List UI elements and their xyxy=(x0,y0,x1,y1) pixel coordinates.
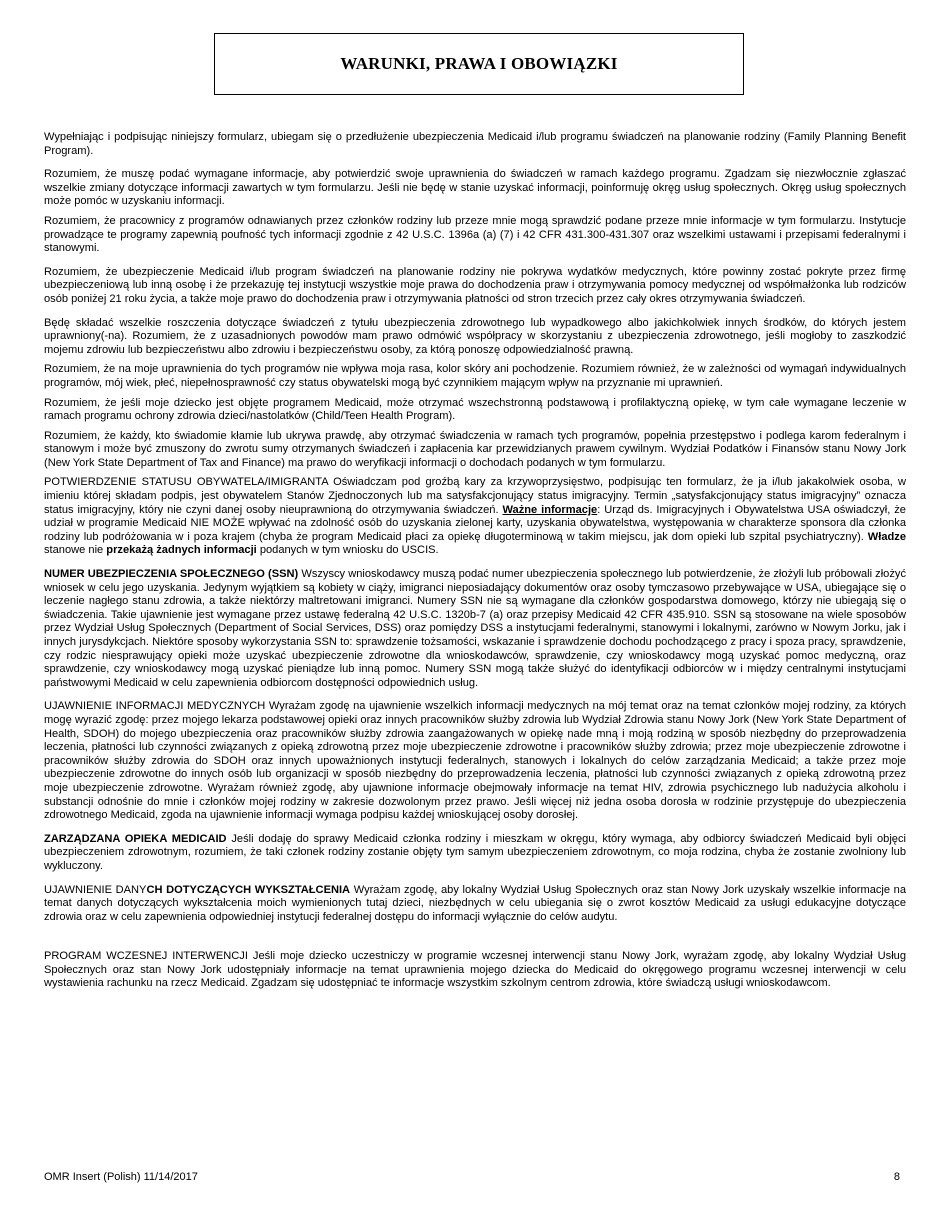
citizenship-text: POTWIERDZENIE STATUSU OBYWATELA/IMIGRANTA Oświadczam pod groźbą kary za krzywoprzysięstwo, podpisując ten formularz, że ja i/lub jakakolwiek osoba, w imieniu której składam podpis, jest obywatelem Stanów Zjednoczonych lub ma satysfakcjonujący status imigracyjny. Termin „satysfakcjonujący status imigracyjny” oznacza status imigracyjny, który nie czyni danej osoby nieuprawnioną do otrzymywania świadczeń. xyxy=(44,476,906,516)
citizenship-text-3: stanowe nie xyxy=(44,544,107,557)
footer-form-id: OMR Insert (Polish) 11/14/2017 xyxy=(44,1171,198,1183)
education-heading-bold: CH DOTYCZĄCYCH WYKSZTAŁCENIA xyxy=(146,883,351,896)
paragraph-education-records xyxy=(44,884,906,925)
ssn-text: Wszyscy wnioskodawcy muszą podać numer ubezpieczenia społecznego lub potwierdzenie, że złożyli lub próbowali złożyć wniosek w celu jego uzyskania. Jedynym wyjątkiem są kobiety w ciąży, imigranci nieposiadający dokumentów oraz osoby tymczasowo przebywające w USA, ubiegające się o leczenie nagłego stanu zdrowia, a także niektórzy maltretowani imigranci. Numery SSN nie są wymagane dla członków gospodarstwa domowego, którzy nie ubiegają się o świadczenia. Takie ujawnienie jest wymagane przez ustawę federalną 42 U.S.C. 1320b-7 (a) oraz przepisy Medicaid 42 CFR 435.910. SSN są stosowane na wiele sposobów przez Wydział Usług Społecznych (Department of Social Services, DSS) oraz pomiędzy DSS a instytucjami federalnymi, stanowymi i lokalnymi, zarówno w Nowym Jorku, jak i innych jurysdykcjach. Niektóre sposoby wykorzystania SSN to: sprawdzenie tożsamości, wskazanie i sprawdzenie dochodu pochodzącego z pracy i spoza pracy, sprawdzenie, czy rodzic niesprawujący opieki może uzyskać ubezpieczenie zdrowotne dla wnioskodawców, sprawdzenie, czy wnioskodawcy mogą uzyskać pomoc medyczną, oraz sprawdzenie, czy wnioskodawcy mogą uzyskać pieniądze lub inną pomoc. Numery SSN mogą także służyć do identyfikacji odbiorców w i między centralnymi instytucjami państwowymi Medicaid w celu zapewnienia odbiorcom dostępności odpowiednich usług. xyxy=(44,568,906,689)
paragraph-application: Wypełniając i podpisując niniejszy formularz, ubiegam się o przedłużenie ubezpieczenia Medicaid i/lub programu świadczeń na planowanie rodziny (Family Planning Benefit Program). xyxy=(44,131,906,157)
document-body xyxy=(44,131,906,997)
education-heading-start: UJAWNIENIE DANY xyxy=(44,883,147,896)
paragraph-child-teen-health: Rozumiem, że jeśli moje dziecko jest objęte programem Medicaid, może otrzymać wszechstronną podstawową i profilaktyczną opiekę, w tym całe wymagane leczenie w ramach programu ochrony zdrowia dzieci/nastolatków (Child/Teen Health Program). xyxy=(44,396,906,423)
paragraph-managed-care xyxy=(44,833,906,874)
footer-page-number: 8 xyxy=(893,1171,900,1183)
paragraph-medical-disclosure: UJAWNIENIE INFORMACJI MEDYCZNYCH Wyrażam zgodę na ujawnienie wszelkich informacji medycznych na mój temat oraz na temat członków mojej rodziny, za których mogę wyrazić zgodę: przez mojego lekarza podstawowej opieki oraz innych pracowników służby zdrowia lub Wydział Zdrowia stanu Nowy Jork (New York State Department of Health, SDOH) do mojego ubezpieczenia oraz pracowników służby zdrowia zaangażowanych w opiekę nade mną i moją rodziną w sposób niezbędny do przeprowadzenia leczenia, płatności lub czynności związanych z opieką zdrowotną przez moje ubezpieczenie zdrowotne i pracowników służby zdrowia; przez moje ubezpieczenie zdrowotne i pracowników służby zdrowia do SDOH oraz innych upoważnionych instytucji federalnych, stanowych i lokalnych do celów zarządzania Medicaid; a także przez moje ubezpieczenie zdrowotne do innych osób lub organizacji w sposób niezbędny do przeprowadzenia leczenia, płatności lub czynności związanych z opieką zdrowotną przez moje ubezpieczenie zdrowotne. Wyrażam również zgodę, aby ujawnione informacje obejmowały informacje na temat HIV, zdrowia psychicznego lub nadużycia alkoholu i substancji odnośnie do mnie i członków mojej rodziny w zakresie dozwolonym przez prawo. Jeśli więcej niż jedna osoba dorosła w rodzinie przystępuje do ubezpieczenia zdrowotnego Medicaid, zgoda na ujawnienie informacji wymaga podpisu każdej wnioskującej osoby dorosłej. xyxy=(44,700,906,822)
paragraph-information-requirements: Rozumiem, że muszę podać wymagane informacje, aby potwierdzić swoje uprawnienia do świadczeń w ramach każdego programu. Zgadzam się niezwłocznie zgłaszać wszelkie zmiany dotyczące informacji zawartych w tym formularzu. Jeśli nie będę w stanie uzyskać informacji, poinformuję okręg usług społecznych. Okręg usług społecznych może pomóc w uzyskaniu informacji. xyxy=(44,168,906,208)
no-info-shared-label: przekażą żadnych informacji xyxy=(106,544,257,557)
title-box xyxy=(214,33,744,95)
managed-care-heading: ZARZĄDZANA OPIEKA MEDICAID xyxy=(44,832,227,845)
citizenship-text-4: podanych w tym wniosku do USCIS. xyxy=(256,544,439,557)
page-title: WARUNKI, PRAWA I OBOWIĄZKI xyxy=(340,54,618,73)
education-text: Wyrażam zgodę, aby lokalny Wydział Usług Społecznych oraz stan Nowy Jork uzyskały wszelkie informacje na temat danych dotyczących wykształcenia moich wymienionych tutaj dzieci, niezbędnych w celu ubiegania się o zwrot kosztów Medicaid za usługi edukacyjne dotyczące zdrowia oraz w celu zapewnienia odpowiedniej instytucji federalnej dostępu do informacji wyłącznie do celów audytu. xyxy=(44,883,906,923)
paragraph-fraud: Rozumiem, że każdy, kto świadomie kłamie lub ukrywa prawdę, aby otrzymać świadczenia w ramach tych programów, popełnia przestępstwo i podlega karom federalnym i stanowym i może być zmuszony do zwrotu sumy otrzymanych świadczeń i zapłacenia kar przewidzianych prawem cywilnym. Wydział Podatków i Finansów stanu Nowy Jork (New York State Department of Tax and Finance) ma prawo do weryfikacji informacji o dochodach podanych w tym formularzu. xyxy=(44,429,906,469)
paragraph-nondiscrimination: Rozumiem, że na moje uprawnienia do tych programów nie wpływa moja rasa, kolor skóry ani pochodzenie. Rozumiem również, że w zależności od wymagań indywidualnych programów, mój wiek, płeć, niepełnosprawność czy status obywatelski mogą być czynnikiem mającym wpływ na przyznanie mi uprawnień. xyxy=(44,363,906,389)
paragraph-claims: Będę składać wszelkie roszczenia dotyczące świadczeń z tytułu ubezpieczenia zdrowotnego lub wypadkowego albo jakichkolwiek innych środków, do których jestem uprawniony(-na). Rozumiem, że z uzasadnionych powodów mam prawo odmówić współpracy w skorzystaniu z ubezpieczenia zdrowotnego, jeśli mogłoby to zaszkodzić mojemu zdrowiu lub bezpieczeństwu albo zdrowiu i bezpieczeństwu osoby, za którą ponoszę odpowiedzialność prawną. xyxy=(44,316,906,356)
paragraph-ssn xyxy=(44,568,906,690)
ssn-heading: NUMER UBEZPIECZENIA SPOŁECZNEGO (SSN) xyxy=(44,568,299,581)
paragraph-citizenship xyxy=(44,476,906,558)
authorities-label: Władze xyxy=(867,530,906,543)
paragraph-third-party: Rozumiem, że ubezpieczenie Medicaid i/lub program świadczeń na planowanie rodziny nie pokrywa wydatków medycznych, które powinny zostać pokryte przez firmę ubezpieczeniową lub inną osobę i że przekazuję tej instytucji wszystkie moje prawa do dochodzenia praw i otrzymywania pomocy medycznej od współmałżonka lub rodziców osób poniżej 21 roku życia, a także moje prawo do dochodzenia praw i otrzymywania płatności od stron trzecich przez cały okres otrzymywania świadczeń. xyxy=(44,265,906,305)
paragraph-verification: Rozumiem, że pracownicy z programów odnawianych przez członków rodziny lub przeze mnie mogą sprawdzić podane przeze mnie informacje w tym formularzu. Instytucje prowadzące te programy zapewnią poufność tych informacji zgodnie z 42 U.S.C. 1396a (a) (7) i 42 CFR 431.300-431.307 oraz wszelkimi ustawami i przepisami federalnymi i stanowymi. xyxy=(44,214,906,255)
managed-care-text: Jeśli dodaję do sprawy Medicaid członka rodziny i mieszkam w okręgu, który wymaga, aby odbiorcy świadczeń Medicaid byli objęci ubezpieczeniem zdrowotnym, rozumiem, że taki członek rodziny zostanie objęty tym samym ubezpieczeniem zdrowotnym, co moja rodzina, chyba że zostanie zwolniony lub wykluczony. xyxy=(44,832,906,872)
citizenship-text-2: : Urząd ds. Imigracyjnych i Obywatelstwa USA oświadczył, że udział w programie Medicaid NIE MOŻE wpływać na zdolność osób do uzyskania zielonej karty, uzyskania obywatelstwa, występowania w charakterze sponsora dla członka rodziny lub podróżowania w i poza krajem (chyba że program Medicaid płaci za opiekę długoterminową w takim miejscu, jak dom opieki lub szpital psychiatryczny). xyxy=(44,503,906,543)
important-info-label: Ważne informacje xyxy=(502,503,598,516)
paragraph-early-intervention: PROGRAM WCZESNEJ INTERWENCJI Jeśli moje dziecko uczestniczy w programie wczesnej interwencji stanu Nowy Jork, wyrażam zgodę, aby lokalny Wydział Usług Społecznych oraz stan Nowy Jork udostępniały informacje na temat uprawnienia mojego dziecka do Medicaid do okręgowego programu wczesnej interwencji w celu wystawienia rachunku na rzecz Medicaid. Zgadzam się udostępniać te informacje wszystkim szkolnym centrom zdrowia, które świadczą usługi wnioskodawcom. xyxy=(44,950,906,990)
